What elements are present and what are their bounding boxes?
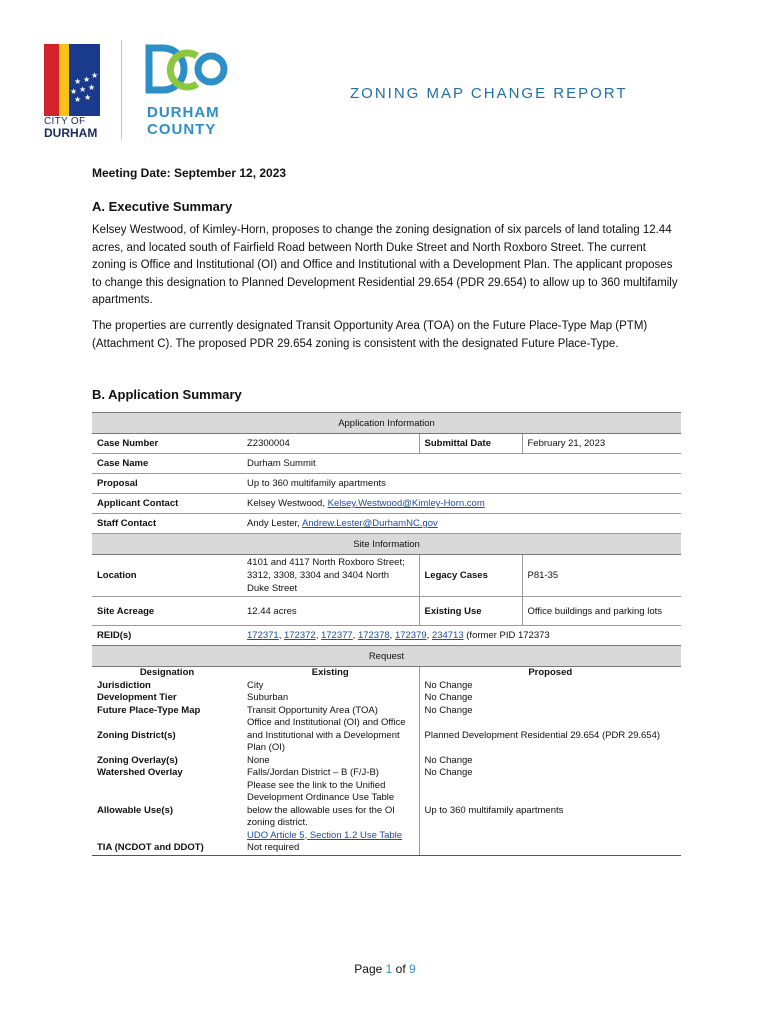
zoning-districts-existing: Office and Institutional (OI) and Office and Institutional with a Development Plan (OI) bbox=[247, 717, 406, 753]
city-logo-text-line1: CITY OF bbox=[44, 116, 86, 127]
applicant-contact-value bbox=[242, 494, 681, 514]
existing-use-label: Existing Use bbox=[419, 597, 522, 626]
page-of: of bbox=[392, 962, 410, 976]
reid-separator: , bbox=[278, 630, 284, 641]
executive-summary-paragraph-1: Kelsey Westwood, of Kimley-Horn, proposes to change the zoning designation of six parcels of land totaling 12.44 acres, and located south of Fairfield Road between North Duke Street and North Roxboro Street. The current zoning is Office and Institutional (OI) and Office and Institutional with a Development Plan. The applicant proposes to change this designation to Planned Development Residential 29.654 (PDR 29.654) to allow up to 360 multifamily apartments. bbox=[92, 224, 678, 306]
reid-link[interactable]: 172379 bbox=[394, 630, 427, 641]
reid-separator: , bbox=[352, 630, 358, 641]
staff-contact-label: Staff Contact bbox=[92, 514, 242, 534]
column-header-existing: Existing bbox=[311, 667, 349, 678]
existing-use-value: Office buildings and parking lots bbox=[522, 597, 681, 626]
submittal-date-label: Submittal Date bbox=[419, 434, 522, 454]
section-heading-executive-summary: A. Executive Summary bbox=[92, 199, 233, 214]
tia-existing: Not required bbox=[242, 842, 419, 855]
proposal-label: Proposal bbox=[92, 474, 242, 494]
row-label-zoning-overlays: Zoning Overlay(s) bbox=[97, 754, 178, 766]
total-page-count: 9 bbox=[409, 962, 416, 976]
table-section-header-request: Request bbox=[92, 646, 681, 667]
jurisdiction-proposed: No Change bbox=[419, 680, 681, 693]
zoning-overlays-proposed: No Change bbox=[419, 755, 681, 768]
column-header-proposed: Proposed bbox=[419, 667, 681, 680]
reid-separator: , bbox=[389, 630, 395, 641]
development-tier-existing: Suburban bbox=[247, 692, 289, 703]
column-header-designation: Designation bbox=[139, 667, 195, 678]
case-name-label: Case Name bbox=[92, 454, 242, 474]
reid-link[interactable]: 172378 bbox=[357, 630, 390, 641]
executive-summary-paragraph-2: The properties are currently designated Transit Opportunity Area (TOA) on the Future Place-Type Map (PTM) (Attachment C). The proposed PDR 29.654 zoning is consistent with the designated Future Place-Type. bbox=[92, 320, 648, 350]
meeting-date: Meeting Date: September 12, 2023 bbox=[92, 166, 287, 180]
allowable-uses-existing-text: Please see the link to the Unified Development Ordinance Use Table below the allowable uses for the OI zoning district. bbox=[247, 779, 395, 828]
svg-text:★: ★ bbox=[74, 77, 82, 86]
location-value: 4101 and 4117 North Roxboro Street; 3312, 3308, 3304 and 3404 North Duke Street bbox=[242, 555, 419, 597]
legacy-cases-label: Legacy Cases bbox=[419, 555, 522, 597]
watershed-overlay-existing: Falls/Jordan District – B (F/J-B) bbox=[247, 767, 379, 778]
future-place-type-existing: Transit Opportunity Area (TOA) bbox=[247, 704, 378, 716]
row-label-jurisdiction: Jurisdiction bbox=[97, 679, 151, 691]
submittal-date-value: February 21, 2023 bbox=[522, 434, 681, 454]
reid-link[interactable]: 234713 bbox=[431, 630, 464, 641]
county-logo-text-line2: COUNTY bbox=[147, 121, 217, 138]
city-logo-text-line2: DURHAM bbox=[44, 126, 98, 140]
reid-label: REID(s) bbox=[97, 630, 132, 641]
svg-text:★: ★ bbox=[84, 93, 92, 102]
staff-name: Andy Lester, bbox=[247, 518, 302, 529]
logo-divider bbox=[121, 40, 122, 140]
development-tier-proposed: No Change bbox=[419, 692, 681, 705]
row-label-watershed-overlay: Watershed Overlay bbox=[97, 767, 183, 778]
reid-link[interactable]: 172377 bbox=[320, 630, 353, 641]
site-acreage-value: 12.44 acres bbox=[242, 597, 419, 626]
current-page-number: 1 bbox=[385, 962, 393, 976]
applicant-name: Kelsey Westwood, bbox=[247, 498, 328, 509]
svg-text:★: ★ bbox=[74, 95, 82, 104]
svg-text:★: ★ bbox=[70, 87, 78, 96]
page-footer bbox=[0, 962, 770, 976]
table-section-header-application-information: Application Information bbox=[92, 413, 681, 434]
case-number-label: Case Number bbox=[92, 434, 242, 454]
udo-use-table-link[interactable]: UDO Article 5, Section 1.2 Use Table bbox=[247, 829, 403, 841]
page-prefix: Page bbox=[354, 962, 386, 976]
tia-proposed bbox=[419, 842, 681, 855]
zoning-districts-proposed: Planned Development Residential 29.654 (PDR 29.654) bbox=[419, 717, 681, 755]
proposal-value: Up to 360 multifamily apartments bbox=[242, 474, 681, 494]
section-heading-application-summary: B. Application Summary bbox=[92, 387, 242, 402]
reid-separator: , bbox=[426, 630, 432, 641]
location-label: Location bbox=[92, 555, 242, 597]
site-acreage-label: Site Acreage bbox=[92, 597, 242, 626]
case-name-value: Durham Summit bbox=[242, 454, 681, 474]
svg-text:★: ★ bbox=[79, 85, 87, 94]
future-place-type-proposed: No Change bbox=[419, 705, 681, 718]
legacy-cases-value: P81-35 bbox=[522, 555, 681, 597]
row-label-allowable-uses: Allowable Use(s) bbox=[97, 804, 174, 816]
svg-text:★: ★ bbox=[88, 83, 96, 92]
reid-separator: , bbox=[315, 630, 321, 641]
applicant-email-link[interactable]: Kelsey.Westwood@Kimley-Horn.com bbox=[327, 498, 485, 509]
staff-email-link[interactable]: Andrew.Lester@DurhamNC.gov bbox=[301, 518, 438, 529]
staff-contact-value bbox=[242, 514, 681, 534]
svg-text:★: ★ bbox=[91, 71, 99, 80]
reid-link[interactable]: 172372 bbox=[283, 630, 316, 641]
reid-former-pid-note: (former PID 172373 bbox=[463, 630, 550, 641]
row-label-future-place-type: Future Place-Type Map bbox=[97, 704, 201, 716]
watershed-overlay-proposed: No Change bbox=[419, 767, 681, 780]
zoning-overlays-existing: None bbox=[247, 754, 270, 766]
svg-text:★: ★ bbox=[83, 75, 91, 84]
durham-county-dco-logo-icon bbox=[145, 44, 229, 94]
reid-list bbox=[242, 626, 681, 646]
county-logo-text-line1: DURHAM bbox=[147, 104, 220, 121]
allowable-uses-existing bbox=[242, 780, 419, 843]
row-label-development-tier: Development Tier bbox=[97, 692, 177, 703]
city-of-durham-logo-icon bbox=[44, 44, 100, 116]
row-label-tia: TIA (NCDOT and DDOT) bbox=[92, 842, 242, 855]
report-title: ZONING MAP CHANGE REPORT bbox=[350, 85, 628, 102]
reid-link[interactable]: 172371 bbox=[247, 630, 279, 641]
allowable-uses-proposed: Up to 360 multifamily apartments bbox=[419, 780, 681, 843]
applicant-contact-label: Applicant Contact bbox=[92, 494, 242, 514]
row-label-zoning-districts: Zoning District(s) bbox=[97, 729, 176, 741]
jurisdiction-existing: City bbox=[247, 679, 264, 691]
application-summary-table bbox=[92, 412, 681, 856]
case-number-value: Z2300004 bbox=[242, 434, 419, 454]
table-section-header-site-information: Site Information bbox=[92, 534, 681, 555]
